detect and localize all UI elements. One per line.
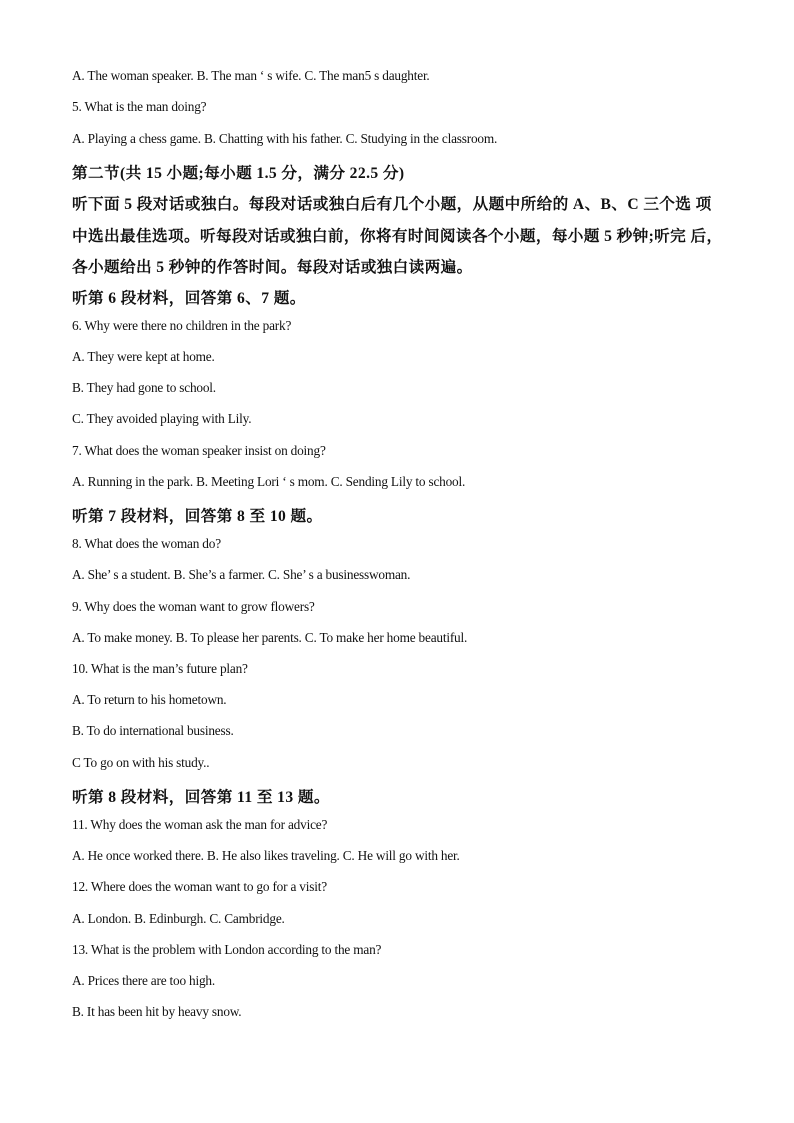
line-option: C. They avoided playing with Lily.: [72, 411, 252, 426]
line-option: A. Running in the park. B. Meeting Lori ‘ s mom. C. Sending Lily to school.: [72, 474, 466, 489]
line-question: 11. Why does the woman ask the man for advice?: [72, 817, 328, 832]
line-option: B. It has been hit by heavy snow.: [72, 1004, 242, 1019]
line-option: A. London. B. Edinburgh. C. Cambridge.: [72, 911, 285, 926]
line-question: 6. Why were there no children in the park?: [72, 318, 292, 333]
instructions-line: 各小题给出 5 秒钟的作答时间。每段对话或独白读两遍。: [72, 259, 473, 276]
section-heading: 第二节(共 15 小题;每小题 1.5 分，满分 22.5 分): [72, 165, 405, 182]
line-option: A. He once worked there. B. He also likes traveling. C. He will go with her.: [72, 848, 460, 863]
material-heading: 听第 7 段材料，回答第 8 至 10 题。: [72, 508, 323, 525]
line-option: A. The woman speaker. B. The man ‘ s wife. C. The man5 s daughter.: [72, 68, 430, 83]
line-option: A. She’ s a student. B. She’s a farmer. C. She’ s a businesswoman.: [72, 567, 411, 582]
line-option: A. To return to his hometown.: [72, 692, 227, 707]
line-question: 8. What does the woman do?: [72, 536, 221, 551]
line-option: A. Prices there are too high.: [72, 973, 216, 988]
instructions-line: 中选出最佳选项。听每段对话或独白前，你将有时间阅读各个小题，每小题 5 秒钟;听完 后，: [72, 228, 723, 245]
line-option: A. They were kept at home.: [72, 349, 215, 364]
line-question: 7. What does the woman speaker insist on doing?: [72, 443, 326, 458]
line-question: 12. Where does the woman want to go for a visit?: [72, 879, 327, 894]
line-option: B. They had gone to school.: [72, 380, 216, 395]
line-question: 9. Why does the woman want to grow flowers?: [72, 599, 315, 614]
material-heading: 听第 8 段材料，回答第 11 至 13 题。: [72, 789, 330, 806]
line-question: 5. What is the man doing?: [72, 99, 207, 114]
line-question: 13. What is the problem with London according to the man?: [72, 942, 382, 957]
line-option: B. To do international business.: [72, 723, 234, 738]
line-option: A. To make money. B. To please her parents. C. To make her home beautiful.: [72, 630, 468, 645]
line-option: A. Playing a chess game. B. Chatting with his father. C. Studying in the classroom.: [72, 131, 498, 146]
line-option: C To go on with his study..: [72, 755, 210, 770]
line-question: 10. What is the man’s future plan?: [72, 661, 248, 676]
material-heading: 听第 6 段材料，回答第 6、7 题。: [72, 290, 306, 307]
instructions-line: 听下面 5 段对话或独白。每段对话或独白后有几个小题，从题中所给的 A、B、C 三个选 项: [72, 196, 712, 213]
